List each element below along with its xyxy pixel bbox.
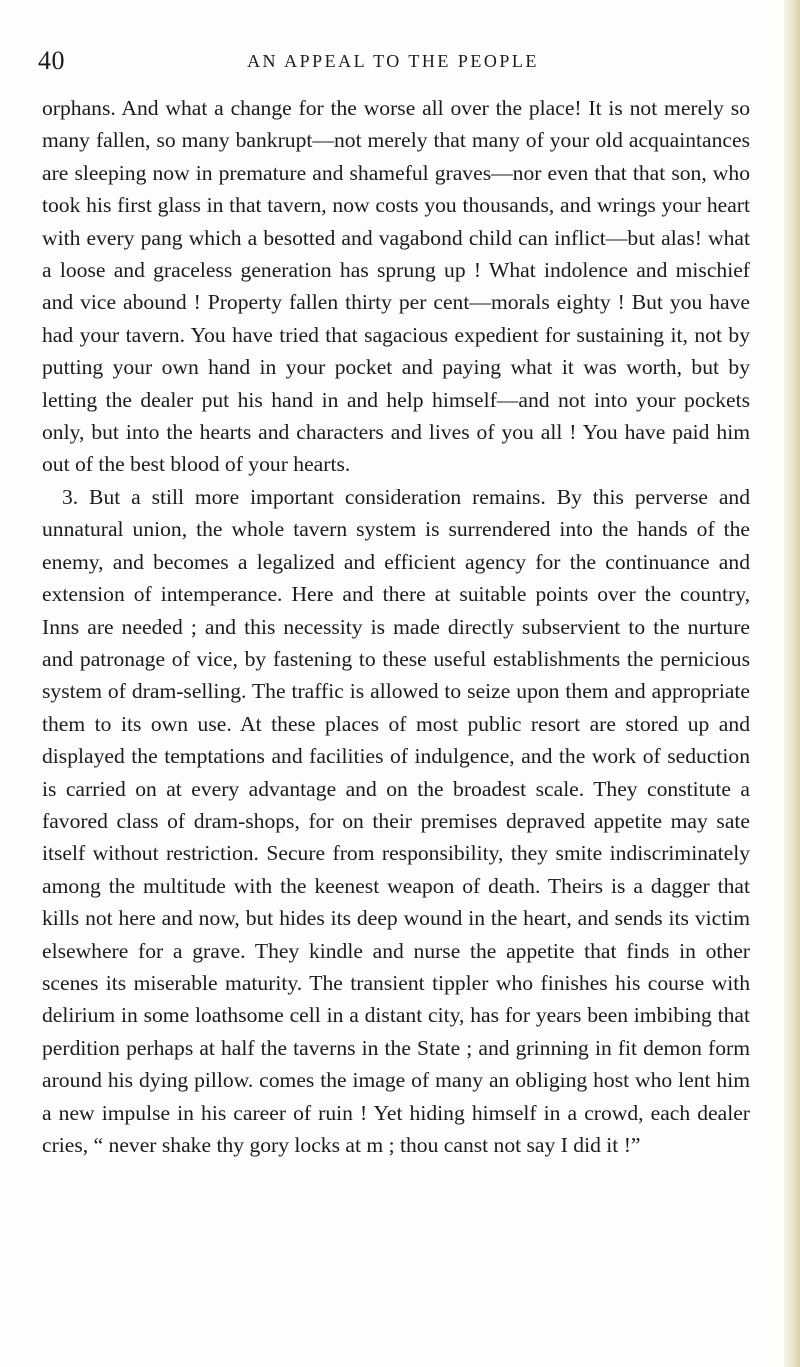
page-edge [784, 0, 800, 1367]
paragraph-3: 3. But a still more important consideration remains. By this perverse and unnatural union, the whole tavern system is surrendered into the hands of the enemy, and becomes a legalized and efficient agency for the continuance and extension of intemperance. Here and there at suitable points over the country, Inns are needed ; and this necessity is made directly subservient to the nurture and patronage of vice, by fastening to these useful establishments the pernicious system of dram-selling. The traffic is allowed to seize upon them and appropriate them to its own use. At these places of most public resort are stored up and displayed the temptations and facilities of indulgence, and the work of seduction is carried on at every advantage and on the broadest scale. They constitute a favored class of dram-shops, for on their premises depraved appetite may sate itself without restriction. Secure from responsibility, they smite indiscriminately among the multitude with the keenest weapon of death. Theirs is a dagger that kills not here and now, but hides its deep wound in the heart, and sends its victim elsewhere for a grave. They kindle and nurse the appetite that finds in other scenes its miserable maturity. The transient tippler who finishes his course with delirium in some loathsome cell in a distant city, has for years been imbibing that perdition perhaps at half the taverns in the State ; and grinning in fit demon form around his dying pillow. comes the image of many an obliging host who lent him a new impulse in his career of ruin ! Yet hiding himself in a crowd, each dealer cries, “ never shake thy gory locks at m ; thou canst not say I did it !” [42, 484, 750, 1157]
page-number: 40 [38, 46, 65, 75]
running-title: AN APPEAL TO THE PEOPLE [247, 51, 539, 71]
body-text [42, 92, 750, 1161]
page-header [38, 46, 748, 82]
paragraph-continued: orphans. And what a change for the worse all over the place! It is not merely so many fallen, so many bankrupt—not merely that many of your old acquaintances are sleeping now in premature and shameful graves—nor even that that son, who took his first glass in that tavern, now costs you thousands, and wrings your heart with every pang which a besotted and vagabond child can inflict—but alas! what a loose and graceless generation has sprung up ! What indolence and mischief and vice abound ! Property fallen thirty per cent—morals eighty ! But you have had your tavern. You have tried that sagacious expedient for sustaining it, not by putting your own hand in your pocket and paying what it was worth, but by letting the dealer put his hand in and help himself—and not into your pockets only, but into the hearts and characters and lives of you all ! You have paid him out of the best blood of your hearts. [42, 96, 750, 477]
